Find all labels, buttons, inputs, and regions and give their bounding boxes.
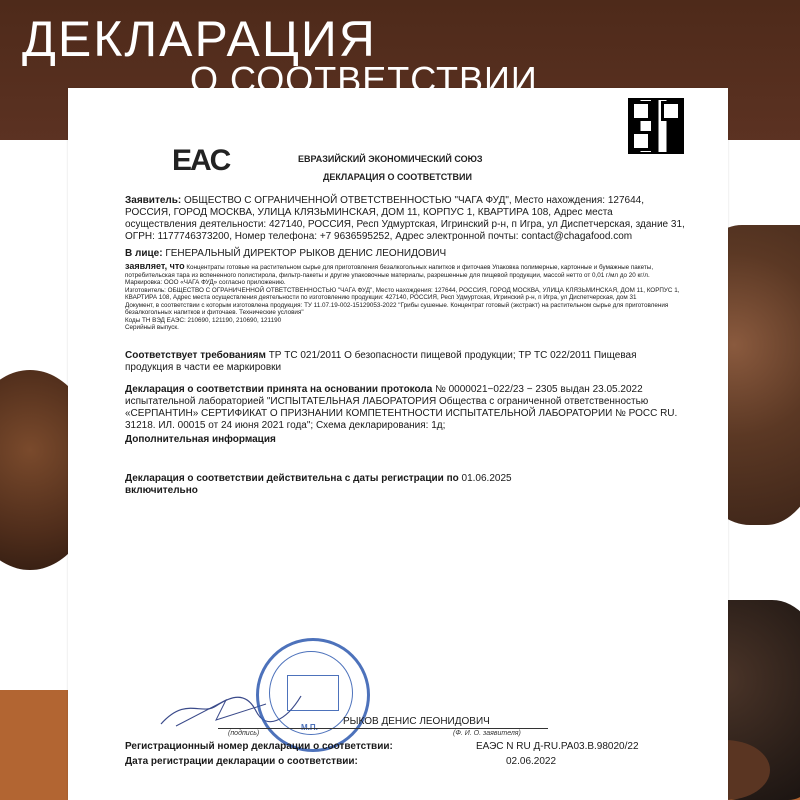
stamp-mp-label: М.П. bbox=[301, 723, 318, 732]
declares-text: Концентраты готовые на растительном сырье для приготовления безалкогольных напитков и фиточаев Упаковка полимерные, картонные и бумажные пакеты, потребительская тара из вспененного полистирола, фильтр-пакеты и другие упаковочные материалы, разрешенные для пищевой продукции, массой нетто от 0,01 г/мл до 20 кг/л. Маркировка: ООО «ЧАГА ФУД» согласно приложению. bbox=[125, 264, 654, 286]
requirements-label: Соответствует требованиям bbox=[125, 350, 266, 361]
requirements-block bbox=[125, 350, 685, 374]
registration-number-label: Регистрационный номер декларации о соответствии: bbox=[125, 741, 393, 752]
additional-info-label: Дополнительная информация bbox=[125, 434, 276, 445]
basis-block bbox=[125, 384, 685, 432]
signature-caption: (подпись) bbox=[228, 730, 260, 737]
signature-line bbox=[218, 728, 548, 729]
document-text: Документ, в соответствии с которым изготовлена продукция: ТУ 11.07.19-002-15129053-2022 "Грибы сушеные. Концентрат готовый (экстракт) на растительном сырье для приготовления безалкогольных напитков и фиточаев. Технические условия" bbox=[125, 301, 669, 316]
declaration-heading: ДЕКЛАРАЦИЯ О СООТВЕТСТВИИ bbox=[323, 172, 472, 182]
banner-subtitle: О СООТВЕТСТВИИ bbox=[190, 59, 538, 100]
person-label: В лице: bbox=[125, 248, 163, 259]
declares-label: заявляет, что bbox=[125, 261, 185, 271]
basis-text: № 0000021−022/23 − 2305 выдан 23.05.2022 испытательной лабораторией "ИСПЫТАТЕЛЬНАЯ ЛАБОРАТОРИЯ Общества с ограниченной ответственностью «СЕРПАНТИН» СЕРТИФИКАТ О ПРИЗНАНИИ КОМПЕТЕНТНОСТИ ИСПЫТАТЕЛЬНОЙ ЛАБОРАТОРИИ № РОСС RU. 31218. ИЛ. 00015 от 24 июня 2021 года"; Схема декларирования: 1д; bbox=[125, 384, 678, 431]
codes-text: Коды ТН ВЭД ЕАЭС: 210690, 121190, 210690, 121190 bbox=[125, 316, 282, 324]
manufacturer-text: Изготовитель: ОБЩЕСТВО С ОГРАНИЧЕННОЙ ОТВЕТСТВЕННОСТЬЮ "ЧАГА ФУД", Место нахождения: 127644, РОССИЯ, ГОРОД МОСКВА, УЛИЦА КЛЯЗЬМИНСКАЯ, ДОМ 11, КОРПУС 1, КВАРТИРА 108, Адрес места осуществления деятельности по изготовлению продукции: 427140, РОССИЯ, Респ Удмуртская, Игринский р-н, п Игра, ул Диспетчерская, дом 31 bbox=[125, 286, 680, 301]
serial-text: Серийный выпуск. bbox=[125, 324, 179, 331]
eac-mark: EAC bbox=[172, 144, 230, 177]
requirements-text: ТР ТС 021/2011 О безопасности пищевой продукции; ТР ТС 022/2011 Пищевая продукция в части ее маркировки bbox=[125, 350, 637, 373]
applicant-text: ОБЩЕСТВО С ОГРАНИЧЕННОЙ ОТВЕТСТВЕННОСТЬЮ "ЧАГА ФУД", Место нахождения: 127644, РОССИЯ, ГОРОД МОСКВА, УЛИЦА КЛЯЗЬМИНСКАЯ, ДОМ 11, КОРПУС 1, КВАРТИРА 108, Адрес места осуществления деятельности: 427140, РОССИЯ, Респ Удмуртская, Игринский р-н, п Игра, ул Диспетчерская, здание 31, ОГРН: 1177746373200, Номер телефона: +7 9636595252, Адрес электронной почты: contact@chagafood.com bbox=[125, 195, 685, 242]
applicant-block bbox=[125, 195, 685, 243]
registration-number-value: ЕАЭС N RU Д-RU.PA03.B.98020/22 bbox=[476, 741, 639, 752]
validity-suffix: включительно bbox=[125, 485, 198, 496]
registration-date-label: Дата регистрации декларации о соответствии: bbox=[125, 756, 358, 767]
company-stamp bbox=[256, 638, 370, 752]
signer-name: РЫКОВ ДЕНИС ЛЕОНИДОВИЧ bbox=[343, 716, 490, 727]
banner-title: ДЕКЛАРАЦИЯ bbox=[22, 11, 377, 67]
declares-block bbox=[125, 263, 685, 332]
person-block bbox=[125, 248, 685, 260]
applicant-label: Заявитель: bbox=[125, 195, 182, 206]
validity-date: 01.06.2025 bbox=[461, 473, 512, 484]
validity-block bbox=[125, 473, 685, 497]
name-caption: (Ф. И. О. заявителя) bbox=[453, 730, 521, 737]
registration-date-value: 02.06.2022 bbox=[506, 756, 557, 767]
person-text: ГЕНЕРАЛЬНЫЙ ДИРЕКТОР РЫКОВ ДЕНИС ЛЕОНИДОВИЧ bbox=[165, 248, 447, 259]
declaration-sheet bbox=[68, 88, 728, 800]
validity-label: Декларация о соответствии действительна с даты регистрации по bbox=[125, 473, 459, 484]
basis-label: Декларация о соответствии принята на основании протокола bbox=[125, 384, 433, 395]
qr-code-icon bbox=[628, 98, 684, 154]
union-name: ЕВРАЗИЙСКИЙ ЭКОНОМИЧЕСКИЙ СОЮЗ bbox=[298, 154, 483, 164]
